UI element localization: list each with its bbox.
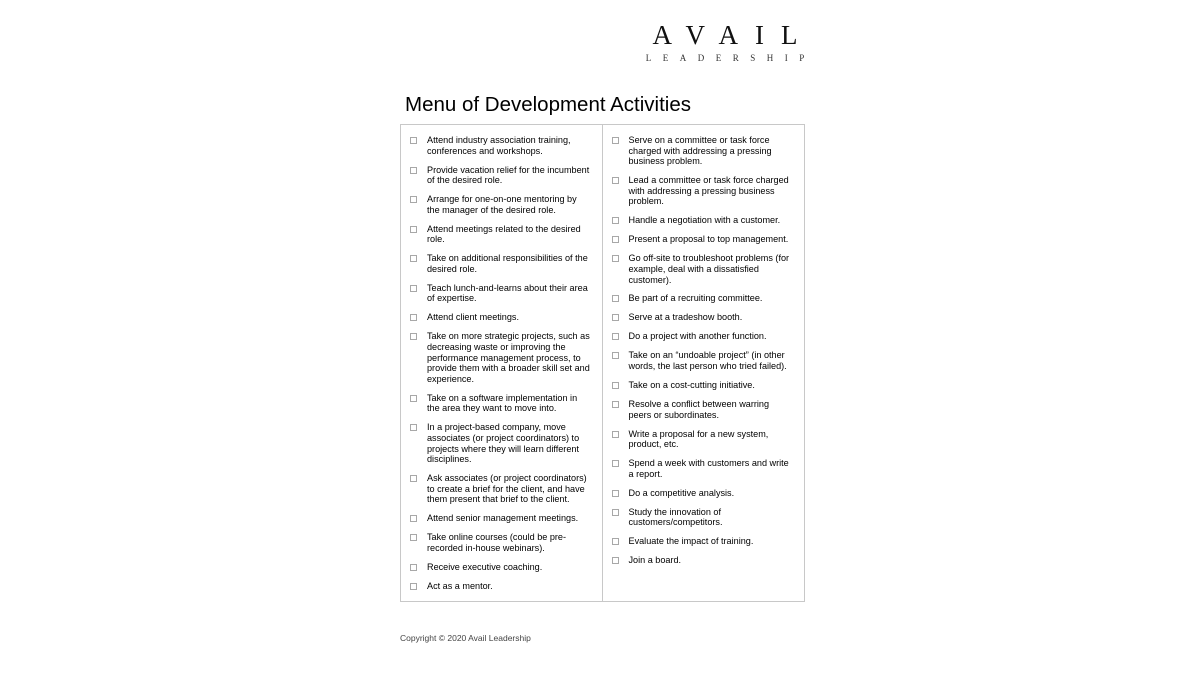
checkbox-icon[interactable] — [612, 295, 619, 302]
activity-text: Take on a software implementation in the area they want to move into. — [427, 392, 578, 414]
activity-item — [603, 555, 805, 566]
activity-item — [603, 253, 805, 285]
checkbox-icon[interactable] — [612, 177, 619, 184]
checkbox-icon[interactable] — [410, 515, 417, 522]
activity-text: Act as a mentor. — [427, 580, 493, 591]
checkbox-icon[interactable] — [612, 314, 619, 321]
activity-text: Take online courses (could be pre-recorded in-house webinars). — [427, 532, 567, 553]
activity-text: Attend senior management meetings. — [427, 513, 579, 524]
activity-text: Be part of a recruiting committee. — [628, 293, 763, 304]
checkbox-icon[interactable] — [612, 431, 619, 438]
activity-text: Teach lunch-and-learns about their area of expertise. — [427, 282, 588, 304]
checkbox-icon[interactable] — [410, 395, 417, 402]
activity-text: Attend meetings related to the desired role. — [427, 223, 581, 245]
activity-item — [603, 536, 805, 547]
checkbox-icon[interactable] — [410, 314, 417, 321]
activity-item — [401, 253, 602, 274]
checkbox-icon[interactable] — [612, 137, 619, 144]
checkbox-icon[interactable] — [410, 534, 417, 541]
activity-text: Attend client meetings. — [427, 312, 519, 323]
checkbox-icon[interactable] — [612, 538, 619, 545]
activity-text: Arrange for one-on-one mentoring by the manager of the desired role. — [427, 194, 577, 215]
activity-text: Provide vacation relief for the incumbent of the desired role. — [427, 164, 590, 186]
checkbox-icon[interactable] — [410, 424, 417, 431]
checkbox-icon[interactable] — [612, 333, 619, 340]
activity-text: Join a board. — [628, 555, 682, 566]
activity-text: Lead a committee or task force charged with addressing a pressing business problem. — [628, 175, 789, 207]
activity-text: Take on a cost-cutting initiative. — [628, 380, 755, 391]
activity-item — [603, 331, 805, 342]
activity-item — [603, 488, 805, 499]
logo-wordmark: AVAIL — [652, 20, 815, 50]
activity-item — [603, 458, 805, 479]
logo-tagline: LEADERSHIP — [645, 53, 816, 63]
activity-item — [603, 135, 805, 167]
activity-text: Receive executive coaching. — [427, 561, 543, 572]
checkbox-icon[interactable] — [612, 236, 619, 243]
checkbox-icon[interactable] — [410, 564, 417, 571]
activities-table — [400, 124, 805, 602]
avail-leadership-logo — [645, 20, 816, 63]
activity-item — [603, 350, 805, 371]
activity-item — [401, 312, 602, 323]
activity-item — [401, 422, 602, 464]
activity-item — [603, 399, 805, 420]
checkbox-icon[interactable] — [612, 401, 619, 408]
checkbox-icon[interactable] — [410, 285, 417, 292]
activity-text: Spend a week with customers and write a report. — [628, 458, 789, 479]
checkbox-icon[interactable] — [612, 490, 619, 497]
copyright-notice: Copyright © 2020 Avail Leadership — [400, 633, 531, 643]
activity-item — [401, 562, 602, 573]
checkbox-icon[interactable] — [612, 557, 619, 564]
activity-item — [401, 224, 602, 245]
activity-item — [603, 215, 805, 226]
activity-text: Handle a negotiation with a customer. — [628, 215, 781, 226]
checkbox-icon[interactable] — [612, 352, 619, 359]
checkbox-icon[interactable] — [410, 167, 417, 174]
checkbox-icon[interactable] — [410, 196, 417, 203]
checkbox-icon[interactable] — [612, 382, 619, 389]
checkbox-icon[interactable] — [612, 509, 619, 516]
activity-item — [603, 234, 805, 245]
left-column — [401, 125, 603, 601]
activity-text: Write a proposal for a new system, product, etc. — [628, 428, 769, 450]
activity-text: Present a proposal to top management. — [628, 234, 789, 245]
checkbox-icon[interactable] — [612, 460, 619, 467]
activity-item — [401, 473, 602, 505]
activity-text: In a project-based company, move associates (or project coordinators) to projects where they will learn different disciplines. — [427, 422, 580, 465]
activity-text: Attend industry association training, conferences and workshops. — [427, 135, 571, 156]
activity-text: Take on an “undoable project” (in other words, the last person who tried failed). — [628, 350, 787, 372]
activity-item — [401, 393, 602, 414]
activity-item — [401, 135, 602, 156]
right-column — [603, 125, 805, 601]
checkbox-icon[interactable] — [410, 333, 417, 340]
activity-item — [603, 175, 805, 207]
activity-item — [401, 194, 602, 215]
activity-item — [401, 331, 602, 384]
activity-text: Serve on a committee or task force charged with addressing a pressing business problem. — [628, 135, 772, 167]
activity-text: Do a competitive analysis. — [628, 487, 735, 498]
activity-text: Go off-site to troubleshoot problems (for example, deal with a dissatisfied customer). — [628, 253, 790, 285]
activity-text: Study the innovation of customers/competitors. — [628, 506, 723, 528]
checkbox-icon[interactable] — [410, 137, 417, 144]
activity-item — [401, 283, 602, 304]
activity-item — [603, 293, 805, 304]
checkbox-icon[interactable] — [410, 583, 417, 590]
activity-item — [603, 380, 805, 391]
activity-text: Evaluate the impact of training. — [628, 536, 754, 547]
activity-text: Serve at a tradeshow booth. — [628, 312, 743, 323]
activity-text: Ask associates (or project coordinators) to create a brief for the client, and have them present that brief to the client. — [427, 473, 587, 505]
checkbox-icon[interactable] — [410, 226, 417, 233]
checkbox-icon[interactable] — [410, 475, 417, 482]
activity-text: Take on additional responsibilities of the desired role. — [427, 253, 588, 274]
activity-item — [401, 165, 602, 186]
activity-text: Resolve a conflict between warring peers or subordinates. — [628, 399, 770, 420]
activity-text: Do a project with another function. — [628, 331, 767, 342]
page-title: Menu of Development Activities — [405, 93, 691, 116]
activity-item — [401, 581, 602, 592]
activity-item — [603, 312, 805, 323]
activity-item — [401, 513, 602, 524]
activity-item — [603, 429, 805, 450]
activity-item — [401, 532, 602, 553]
checkbox-icon[interactable] — [612, 255, 619, 262]
activity-item — [603, 507, 805, 528]
checkbox-icon[interactable] — [612, 217, 619, 224]
checkbox-icon[interactable] — [410, 255, 417, 262]
activity-text: Take on more strategic projects, such as decreasing waste or improving the performance management process, to provide them with a broader skill set and experience. — [427, 331, 590, 384]
